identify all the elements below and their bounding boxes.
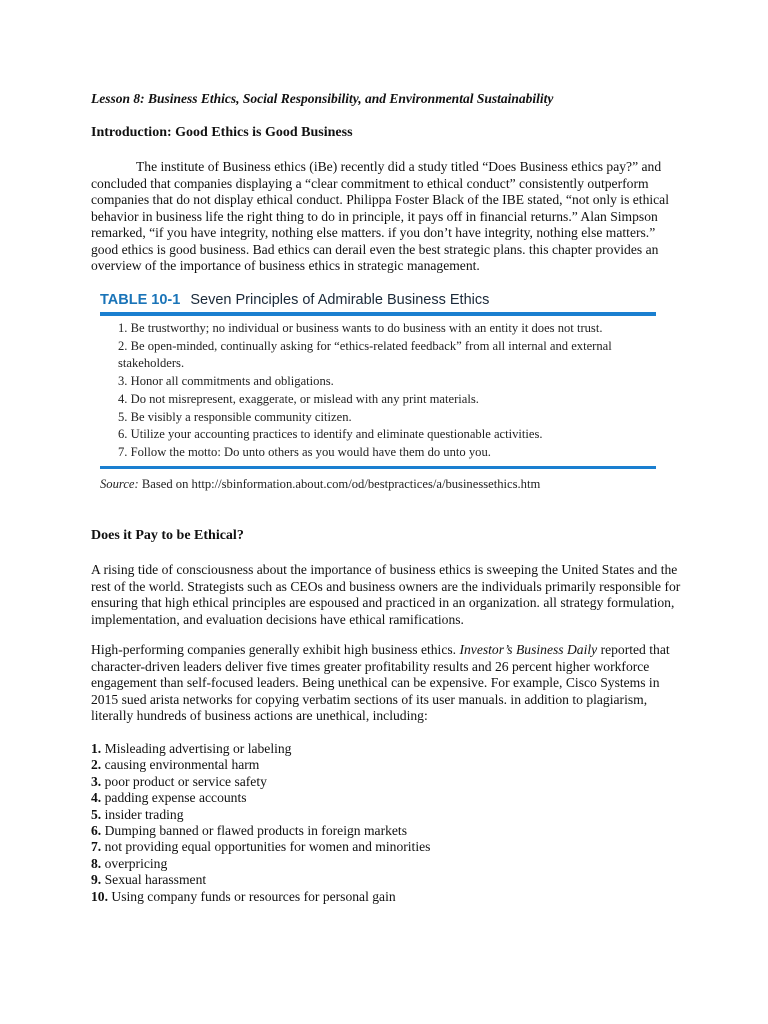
item-number: 4. bbox=[91, 790, 102, 806]
unethical-actions-list bbox=[91, 741, 430, 905]
list-item bbox=[91, 774, 430, 790]
paragraph-text: reported that character-driven leaders deliver five times greater profitability results and 26 percent higher workforce engagement than self-focused leaders. Being unethical can be expensive. For example, Cisco Systems in 2015 sued arista networks for copying verbatim sections of its user manuals. in addition to plagiarism, literally hundreds of business actions are unethical, including: bbox=[91, 642, 670, 723]
table-caption bbox=[100, 290, 656, 312]
item-number: 5. bbox=[91, 806, 102, 822]
item-text: causing environmental harm bbox=[104, 757, 260, 773]
list-item bbox=[91, 757, 430, 773]
item-number: 10. bbox=[91, 888, 108, 904]
item-text: overpricing bbox=[104, 855, 168, 871]
item-number: 7. bbox=[91, 839, 102, 855]
list-item bbox=[91, 741, 430, 757]
table-rule-bottom bbox=[100, 466, 656, 469]
source-text: Based on http://sbinformation.about.com/od/bestpractices/a/businessethics.htm bbox=[141, 476, 541, 491]
publication-title: Investor’s Business Daily bbox=[459, 642, 598, 657]
principle-item: 1. Be trustworthy; no individual or business wants to do business with an entity it does not trust. bbox=[118, 321, 603, 335]
item-number: 9. bbox=[91, 872, 102, 888]
item-text: Sexual harassment bbox=[104, 872, 207, 888]
table-number: TABLE 10-1 bbox=[100, 292, 181, 308]
item-number: 2. bbox=[91, 757, 102, 773]
principle-item: 6. Utilize your accounting practices to identify and eliminate questionable activities. bbox=[118, 427, 543, 442]
intro-heading: Introduction: Good Ethics is Good Business bbox=[91, 125, 353, 140]
principle-item: 4. Do not misrepresent, exaggerate, or mislead with any print materials. bbox=[118, 391, 479, 406]
principles-table bbox=[100, 290, 656, 492]
section-heading: Does it Pay to be Ethical? bbox=[91, 528, 244, 543]
list-item bbox=[91, 823, 430, 839]
principle-item: 3. Honor all commitments and obligations. bbox=[118, 374, 334, 389]
lesson-title: Lesson 8: Business Ethics, Social Responsibility, and Environmental Sustainability bbox=[91, 91, 554, 106]
item-text: not providing equal opportunities for women and minorities bbox=[104, 839, 431, 855]
list-item bbox=[91, 856, 430, 872]
list-item bbox=[91, 889, 430, 905]
principle-item: 5. Be visibly a responsible community citizen. bbox=[118, 409, 352, 424]
item-text: Misleading advertising or labeling bbox=[104, 741, 292, 756]
principles-list bbox=[100, 316, 656, 462]
section-paragraph-2 bbox=[91, 642, 681, 725]
paragraph-text: High-performing companies generally exhibit high business ethics. bbox=[91, 642, 460, 657]
intro-paragraph: The institute of Business ethics (iBe) recently did a study titled “Does Business ethics pay?” and concluded that companies displaying a “clear commitment to ethical conduct” consistently outperform companies that do not display ethical conduct. Philippa Foster Black of the IBE stated, “not only is ethical behavior in business life the right thing to do in principle, it pays off in financial returns.” Alan Simpson remarked, “if you have integrity, nothing else matters. if you don’t have integrity, nothing else matters.” good ethics is good business. Bad ethics can derail even the best strategic plans. this chapter provides an overview of the importance of business ethics in strategic management. bbox=[91, 159, 669, 273]
principle-item: 7. Follow the motto: Do unto others as you would have them do unto you. bbox=[118, 444, 491, 459]
list-item bbox=[91, 790, 430, 806]
item-text: insider trading bbox=[104, 806, 184, 822]
item-number: 8. bbox=[91, 855, 102, 871]
section-paragraph-1: A rising tide of consciousness about the importance of business ethics is sweeping the United States and the rest of the world. Strategists such as CEOs and business owners are the individuals primarily responsible for ensuring that high ethical principles are espoused and practiced in an organization. all strategy formulation, implementation, and evaluation decisions have ethical ramifications. bbox=[91, 562, 681, 627]
item-number: 1. bbox=[91, 741, 102, 756]
item-text: Using company funds or resources for personal gain bbox=[111, 888, 396, 904]
item-text: padding expense accounts bbox=[104, 790, 247, 806]
list-item bbox=[91, 807, 430, 823]
list-item bbox=[91, 872, 430, 888]
item-number: 6. bbox=[91, 823, 102, 839]
table-title: Seven Principles of Admirable Business Ethics bbox=[190, 292, 490, 308]
item-text: poor product or service safety bbox=[104, 773, 267, 789]
list-item bbox=[91, 839, 430, 855]
principle-item: 2. Be open-minded, continually asking for “ethics-related feedback” from all internal and external stakeholders. bbox=[118, 338, 612, 371]
item-number: 3. bbox=[91, 773, 102, 789]
item-text: Dumping banned or flawed products in foreign markets bbox=[104, 823, 407, 839]
table-source bbox=[100, 477, 656, 492]
source-label: Source: bbox=[100, 476, 139, 491]
